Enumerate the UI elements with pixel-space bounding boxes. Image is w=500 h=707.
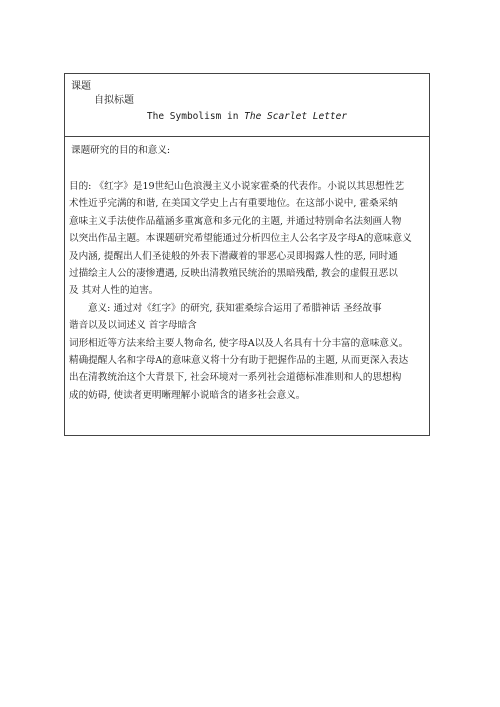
purpose-line: 意味主义手法使作品蕴涵多重寓意和多元化的主题, 并通过特别命名法刻画人物 xyxy=(69,215,402,227)
title-cell xyxy=(65,74,429,137)
proposal-table xyxy=(64,73,430,436)
topic-label: 课题 xyxy=(71,81,91,92)
meaning-line: 出在清教统治这个大背景下, 社会环境对一系列社会道德标准准则和人的思想构 xyxy=(69,372,402,384)
meaning-line: 谐音以及以词述义 首字母暗含 xyxy=(69,320,197,332)
meaning-line: 精确提醒人名和字母A的意味意义将十分有助于把握作品的主题, 从而更深入表达 xyxy=(69,355,409,367)
section-heading: 课题研究的目的和意义: xyxy=(71,145,171,156)
purpose-line: 术性近乎完满的和谐, 在美国文学史上占有重要地位。在这部小说中, 霍桑采纳 xyxy=(69,198,398,210)
purpose-line: 及 其对人性的迫害。 xyxy=(69,285,159,297)
purpose-line: 及内涵, 提醒出人们圣徒般的外表下潜藏着的罪恶心灵即揭露人性的恶, 同时通 xyxy=(69,250,398,262)
paper-title-prefix: The Symbolism in xyxy=(146,111,245,122)
purpose-cell xyxy=(65,137,429,435)
purpose-line: 以突出作品主题。本课题研究希望能通过分析四位主人公名字及字母A的意味意义 xyxy=(69,233,412,245)
paper-title xyxy=(65,111,429,122)
purpose-line: 过描绘主人公的凄惨遭遇, 反映出清教殖民统治的黑暗残酷, 教会的虚假丑恶以 xyxy=(69,268,398,280)
meaning-line: 意义: 通过对《红字》的研究, 获知霍桑综合运用了希腊神话 圣经故事 xyxy=(88,302,382,314)
self-title-label: 自拟标题 xyxy=(94,95,134,106)
meaning-line: 成的妨碍, 使读者更明晰理解小说暗含的诸多社会意义。 xyxy=(69,389,306,401)
section-body xyxy=(69,178,427,404)
meaning-line: 词形相近等方法来给主要人物命名, 使字母A以及人名具有十分丰富的意味意义。 xyxy=(69,337,409,349)
purpose-line: 目的: 《红字》是19世纪山色浪漫主义小说家霍桑的代表作。小说以其思想性艺 xyxy=(69,181,405,192)
paper-title-italic: The Scarlet Letter xyxy=(244,111,348,122)
